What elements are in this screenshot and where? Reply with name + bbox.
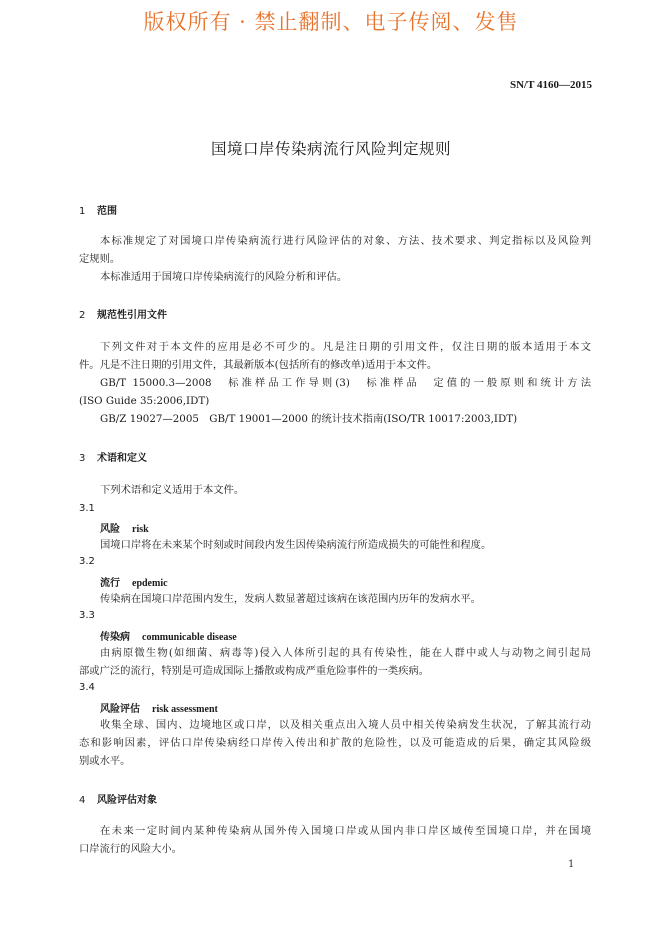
section-1-para-1-line-1: 本标准规定了对国境口岸传染病流行进行风险评估的对象、方法、技术要求、判定指标以及风险判 <box>100 235 591 247</box>
document-title: 国境口岸传染病流行风险判定规则 <box>210 140 451 158</box>
term-number: 3.2 <box>79 556 95 567</box>
term-definition-communicable-disease-line-2: 部或广泛的流行，特别是可造成国际上播散或构成严重危险事件的一类疾病。 <box>79 665 430 677</box>
term-title-risk: 风险 risk <box>100 524 149 535</box>
term-definition-risk-assessment-line-1: 收集全球、国内、边境地区或口岸，以及相关重点出入境人员中相关传染病发生状况，了解其流行动 <box>100 719 591 731</box>
term-number: 3.3 <box>79 610 95 621</box>
term-number: 3.1 <box>79 503 95 514</box>
term-title-risk-assessment: 风险评估 risk assessment <box>100 704 218 715</box>
reference-1-line-2: (ISO Guide 35:2006,IDT) <box>79 395 210 407</box>
copyright-banner: 版权所有 · 禁止翻制、电子传阅、发售 <box>143 10 519 34</box>
section-4-heading: 4 风险评估对象 <box>79 795 157 806</box>
section-4-para-line-1: 在未来一定时间内某种传染病从国外传入国境口岸或从国内非口岸区域传至国境口岸，并在国境 <box>100 825 591 837</box>
section-2-heading: 2 规范性引用文件 <box>79 310 167 321</box>
reference-1-line-1: GB/T 15000.3—2008 标准样品工作导则(3) 标准样品 定值的一般原则和统计方法 <box>100 377 591 389</box>
section-2-para-line-2: 件。凡是不注日期的引用文件，其最新版本(包括所有的修改单)适用于本文件。 <box>79 359 438 371</box>
reference-2: GB/Z 19027—2005 GB/T 19001—2000 的统计技术指南(ISO/TR 10017:2003,IDT) <box>100 413 518 425</box>
section-1-para-2: 本标准适用于国境口岸传染病流行的风险分析和评估。 <box>100 271 348 283</box>
standard-number: SN/T 4160—2015 <box>509 79 592 91</box>
section-3-heading: 3 术语和定义 <box>79 453 147 464</box>
term-title-epidemic: 流行 epdemic <box>100 578 168 589</box>
term-number: 3.4 <box>79 682 95 693</box>
section-2-para-line-1: 下列文件对于本文件的应用是必不可少的。凡是注日期的引用文件，仅注日期的版本适用于本文 <box>100 341 591 353</box>
section-3-intro: 下列术语和定义适用于本文件。 <box>100 484 245 496</box>
section-1-heading: 1 范围 <box>79 206 117 217</box>
term-definition-communicable-disease-line-1: 由病原微生物(如细菌、病毒等)侵入人体所引起的具有传染性，能在人群中或人与动物之间引起局 <box>100 647 591 659</box>
term-definition-epidemic: 传染病在国境口岸范围内发生，发病人数显著超过该病在该范围内历年的发病水平。 <box>100 593 481 605</box>
section-1-para-1-line-2: 定规则。 <box>79 253 121 265</box>
term-title-communicable-disease: 传染病 communicable disease <box>100 632 237 643</box>
term-definition-risk-assessment-line-3: 别或水平。 <box>79 755 131 767</box>
section-4-para-line-2: 口岸流行的风险大小。 <box>79 843 182 855</box>
term-definition-risk-assessment-line-2: 态和影响因素，评估口岸传染病经口岸传入传出和扩散的危险性，以及可能造成的后果，确定其风险级 <box>79 737 591 749</box>
term-definition-risk: 国境口岸将在未来某个时刻或时间段内发生因传染病流行所造成损失的可能性和程度。 <box>100 539 492 551</box>
page-number: 1 <box>568 859 575 870</box>
